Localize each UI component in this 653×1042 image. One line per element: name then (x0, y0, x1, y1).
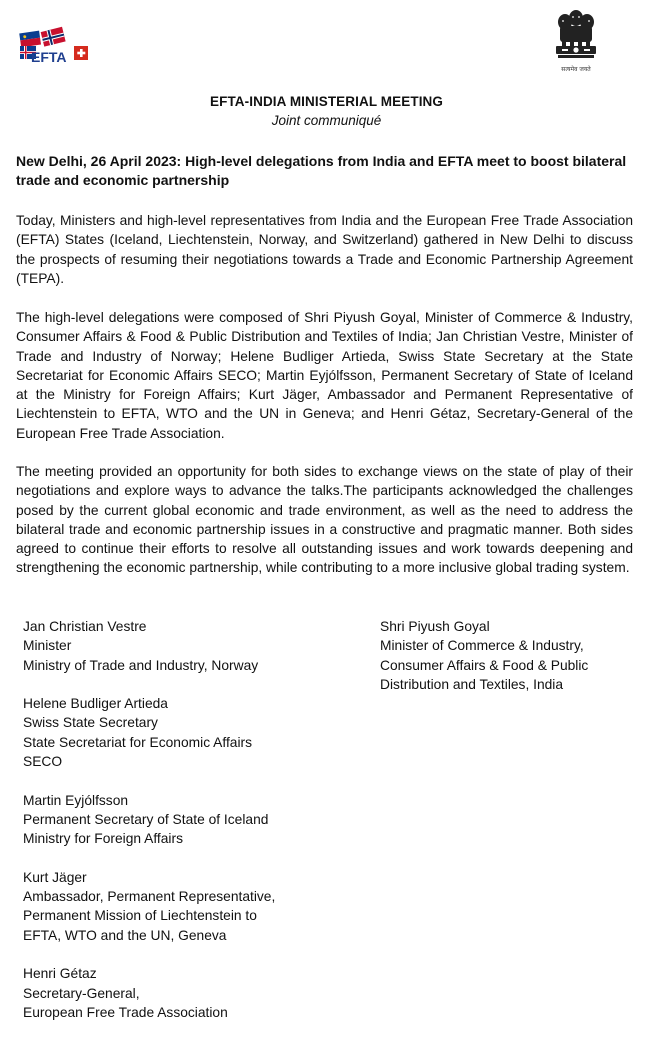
signatories-right (380, 617, 630, 713)
signatory-name: Jan Christian Vestre (23, 619, 147, 634)
signatory-name: Helene Budliger Artieda (23, 696, 168, 712)
signatory-name: Martin Eyjólfsson (23, 792, 129, 808)
india-state-emblem (548, 8, 604, 73)
signatory-ministry: Ministry of Trade and Industry, Norway (23, 657, 259, 673)
efta-logo (18, 26, 90, 66)
document-heading: EFTA-INDIA MINISTERIAL MEETING (210, 94, 443, 109)
signatory-ministry: State Secretariat for Economic Affairs (23, 734, 253, 750)
signatory-title: Consumer Affairs & Food & Public (380, 657, 589, 673)
lion-capital-icon (548, 8, 604, 62)
signatory-name: Henri Gétaz (23, 966, 97, 982)
signatory-ministry: Permanent Mission of Liechtenstein to (23, 908, 257, 924)
headline: New Delhi, 26 April 2023: High-level delegations from India and EFTA meet to boost bilateral trade and economic partnership (16, 153, 627, 188)
paragraph-delegations: The high-level delegations were composed of Shri Piyush Goyal, Minister of Commerce & Industry, Consumer Affairs & Food & Public Distribution and Textiles of India; Jan Christian Vestre, Minister of Trade and Industry of Norway; Helene Budliger Artieda, Swiss State Secretary at the State Secretariat for Economic Affairs SECO; Martin Eyjólfsson, Permanent Secretary of State of Iceland at the Ministry for Foreign Affairs; Kurt Jäger, Ambassador and Permanent Representative of Liechtenstein to EFTA, WTO and the UN in Geneva; and Henri Gétaz, Secretary-General of the European Free Trade Association. (16, 310, 633, 441)
signatory-getaz (23, 964, 343, 1022)
signatory-eyjolfsson (23, 791, 343, 849)
signatory-name: Kurt Jäger (23, 869, 87, 885)
paragraph-intro: Today, Ministers and high-level representatives from India and the European Free Trade Association (EFTA) States (Iceland, Liechtenstein, Norway, and Switzerland) gathered in New Delhi to discuss the prospects of resuming their negotiations towards a Trade and Economic Partnership Agreement (TEPA). (16, 213, 633, 286)
paragraph-meeting: The meeting provided an opportunity for both sides to exchange views on the state of play of their negotiations and explore ways to advance the talks.The participants acknowledged the challenges posed by the current global economic and trade environment, as well as the need to address the bilateral trade and economic partnership issues in a constructive and pragmatic manner. Both sides agreed to continue their efforts to resolve all outstanding issues and work towards deepening and strengthening the economic partnership, while contributing to a more inclusive global trading system. (16, 464, 633, 576)
efta-wordmark: EFTA (31, 49, 67, 65)
signatory-goyal (380, 617, 630, 694)
signatory-title: Minister (23, 638, 72, 654)
document-subheading: Joint communiqué (271, 113, 382, 128)
signatory-name: Shri Piyush Goyal (380, 619, 490, 634)
signatory-vestre (23, 617, 343, 675)
signatories-left (23, 617, 343, 1042)
signatory-title: Permanent Secretary of State of Iceland (23, 811, 269, 827)
signatory-jaeger (23, 868, 343, 945)
signatory-title: Minister of Commerce & Industry, (380, 638, 584, 654)
signatory-ministry: SECO (23, 754, 63, 770)
signatory-title: Secretary-General, (23, 985, 140, 1001)
emblem-motto: सत्यमेव जयते (561, 66, 591, 73)
signatory-title: Ambassador, Permanent Representative, (23, 889, 276, 905)
signatory-title: Distribution and Textiles, India (380, 676, 564, 692)
signatory-ministry: European Free Trade Association (23, 1004, 228, 1020)
signatory-title: Swiss State Secretary (23, 715, 158, 731)
signatory-ministry: EFTA, WTO and the UN, Geneva (23, 927, 227, 943)
signatory-budliger-artieda (23, 694, 343, 771)
efta-flags-icon (18, 26, 90, 66)
signatory-ministry: Ministry for Foreign Affairs (23, 831, 183, 847)
